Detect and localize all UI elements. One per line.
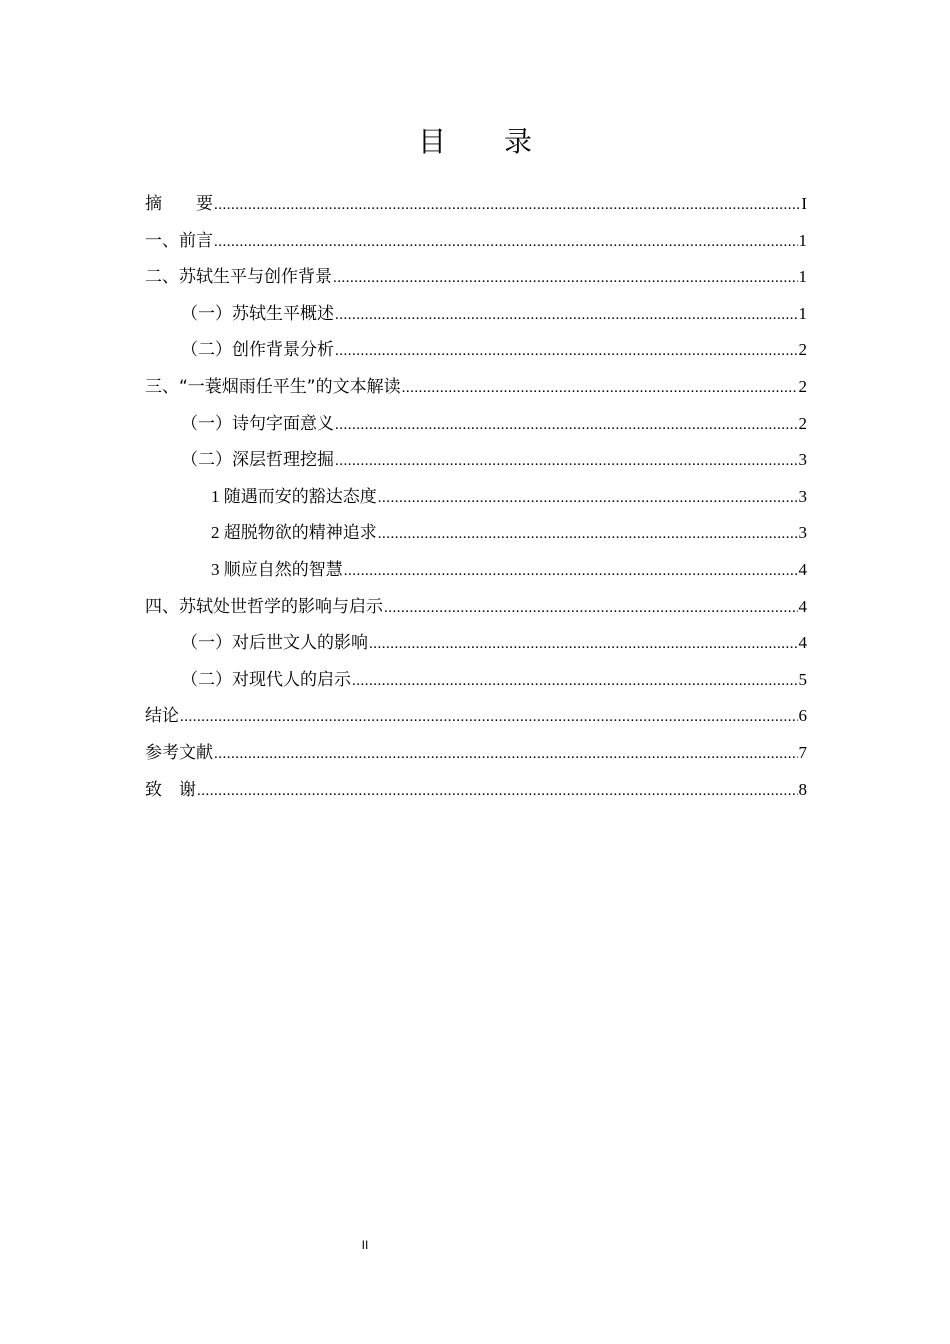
toc-entry-section-2-2[interactable] — [145, 332, 807, 369]
toc-entry-section-3-1[interactable] — [145, 406, 807, 443]
toc-entry-section-4-2[interactable] — [145, 662, 807, 699]
toc-entry-label: 参考文献 — [145, 742, 213, 763]
toc-leader-dots — [214, 736, 798, 773]
toc-entry-references[interactable] — [145, 735, 807, 772]
toc-leader-dots — [378, 516, 798, 553]
toc-entry-label: 三、“一蓑烟雨任平生”的文本解读 — [145, 376, 401, 397]
toc-entry-label: 结论 — [145, 706, 179, 727]
toc-entry-page: 8 — [798, 779, 807, 799]
toc-entry-label: （二）深层哲理挖掘 — [181, 450, 334, 470]
toc-entry-page: 5 — [798, 669, 807, 689]
toc-entry-section-2-1[interactable] — [145, 296, 807, 333]
toc-entry-page: 4 — [798, 633, 807, 653]
toc-entry-page: 2 — [798, 413, 807, 433]
toc-entry-label: 3 顺应自然的智慧 — [211, 559, 343, 579]
toc-entry-page: 1 — [798, 267, 807, 287]
toc-entry-preface[interactable] — [145, 223, 807, 260]
toc-leader-dots — [369, 626, 798, 663]
toc-entry-page: 2 — [798, 340, 807, 360]
toc-entry-page: 1 — [798, 303, 807, 323]
toc-leader-dots — [214, 224, 798, 261]
toc-entry-page: 6 — [798, 706, 807, 726]
toc-leader-dots — [214, 187, 800, 224]
toc-entry-label: 致 谢 — [145, 779, 196, 800]
toc-entry-page: 1 — [798, 230, 807, 250]
toc-entry-page: 4 — [798, 559, 807, 579]
toc-entry-label: （一）诗句字面意义 — [181, 413, 334, 433]
toc-leader-dots — [352, 663, 798, 700]
toc-leader-dots — [344, 553, 798, 590]
toc-leader-dots — [335, 333, 798, 370]
toc-entry-label: 一、前言 — [145, 230, 213, 251]
toc-entry-label: （二）对现代人的启示 — [181, 669, 351, 689]
toc-leader-dots — [384, 590, 798, 627]
toc-entry-page: 2 — [798, 376, 807, 396]
toc-list — [145, 186, 807, 808]
toc-entry-section-3-2[interactable] — [145, 442, 807, 479]
toc-entry-label: 2 超脱物欲的精神追求 — [211, 523, 377, 543]
toc-entry-page: 3 — [798, 450, 807, 470]
toc-entry-page: 3 — [798, 486, 807, 506]
toc-entry-subsection-3-2-2[interactable] — [145, 515, 807, 552]
toc-entry-chapter-2[interactable] — [145, 259, 807, 296]
toc-entry-chapter-3[interactable] — [145, 369, 807, 406]
toc-leader-dots — [335, 297, 798, 334]
toc-title: 目录 — [417, 125, 590, 158]
toc-entry-subsection-3-2-1[interactable] — [145, 479, 807, 516]
toc-entry-abstract[interactable] — [145, 186, 807, 223]
toc-leader-dots — [333, 260, 798, 297]
toc-entry-acknowledgements[interactable] — [145, 772, 807, 809]
toc-entry-page: 7 — [798, 742, 807, 762]
toc-entry-label: 1 随遇而安的豁达态度 — [211, 486, 377, 506]
toc-leader-dots — [197, 773, 798, 810]
toc-leader-dots — [402, 370, 798, 407]
page-number-footer: II — [361, 1238, 369, 1252]
toc-entry-conclusion[interactable] — [145, 698, 807, 735]
toc-entry-label: （二）创作背景分析 — [181, 340, 334, 360]
toc-entry-subsection-3-2-3[interactable] — [145, 552, 807, 589]
toc-entry-label: （一）对后世文人的影响 — [181, 633, 368, 653]
toc-leader-dots — [335, 443, 798, 480]
toc-entry-label: 二、苏轼生平与创作背景 — [145, 267, 332, 288]
toc-leader-dots — [335, 407, 798, 444]
toc-leader-dots — [180, 699, 798, 736]
toc-entry-section-4-1[interactable] — [145, 625, 807, 662]
toc-entry-page: 3 — [798, 523, 807, 543]
toc-entry-label: （一）苏轼生平概述 — [181, 303, 334, 323]
toc-entry-page: 4 — [798, 596, 807, 616]
toc-entry-label: 摘 要 — [145, 194, 213, 214]
toc-leader-dots — [378, 480, 798, 517]
toc-entry-chapter-4[interactable] — [145, 589, 807, 626]
toc-entry-label: 四、苏轼处世哲学的影响与启示 — [145, 596, 383, 617]
toc-entry-page: I — [801, 194, 807, 213]
